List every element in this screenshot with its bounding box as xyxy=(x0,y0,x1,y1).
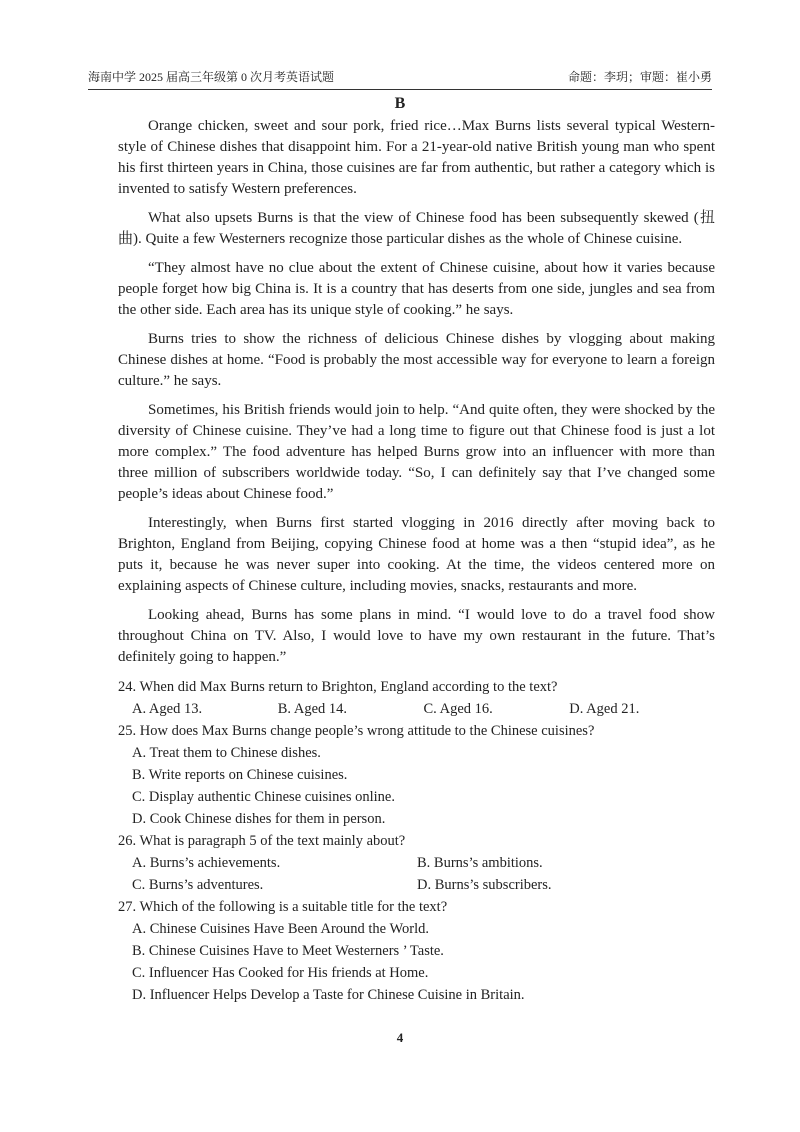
option: D. Aged 21. xyxy=(569,701,640,717)
paragraph: “They almost have no clue about the extent of Chinese cuisine, about how it varies because people forget how big China is. It is a country that has deserts from one side, jungles and sea from the other side. Each area has its unique style of cooking.” he says. xyxy=(118,260,715,318)
exam-title: 海南中学 2025 届高三年级第 0 次月考英语试题 xyxy=(88,70,335,84)
options-24 xyxy=(118,698,715,720)
option: C. Influencer Has Cooked for His friends at Home. xyxy=(132,965,429,981)
option: D. Cook Chinese dishes for them in person. xyxy=(132,811,386,827)
option: B. Burns’s ambitions. xyxy=(417,855,543,871)
option: B. Chinese Cuisines Have to Meet Westerners ’ Taste. xyxy=(132,943,444,959)
option: A. Burns’s achievements. xyxy=(132,855,281,871)
option: B. Write reports on Chinese cuisines. xyxy=(132,767,348,783)
exam-authors: 命题：李玥；审题：崔小勇 xyxy=(567,70,712,84)
option: A. Treat them to Chinese dishes. xyxy=(132,745,321,761)
option: A. Aged 13. xyxy=(132,701,203,717)
paragraph: What also upsets Burns is that the view of Chinese food has been subsequently skewed (扭曲). Quite a few Westerners recognize those particular dishes as the whole of Chinese cuisine. xyxy=(118,210,715,247)
options-26 xyxy=(118,874,715,896)
content xyxy=(118,116,715,1006)
option: C. Burns’s adventures. xyxy=(132,877,264,893)
option: A. Chinese Cuisines Have Been Around the World. xyxy=(132,921,429,937)
option: D. Burns’s subscribers. xyxy=(417,877,552,893)
paragraph: Orange chicken, sweet and sour pork, fried rice…Max Burns lists several typical Western-style of Chinese dishes that disappoint him. For a 21-year-old native British young man who spent his first thirteen years in China, those cuisines are far from authentic, but rather a category which is invented to satisfy Western preferences. xyxy=(118,118,715,197)
question-26: 26. What is paragraph 5 of the text mainly about? xyxy=(118,833,406,849)
paragraph: Sometimes, his British friends would join to help. “And quite often, they were shocked by the diversity of Chinese cuisine. They’ve had a long time to figure out that Chinese food is just a lot more complex.” The food adventure has helped Burns grow into an influencer with more than three million of subscribers worldwide today. “So, I can definitely say that I’ve changed some people’s ideas about Chinese food.” xyxy=(118,402,715,502)
options-26 xyxy=(118,852,715,874)
question-24: 24. When did Max Burns return to Brighton, England according to the text? xyxy=(118,679,558,695)
paragraph: Interestingly, when Burns first started vlogging in 2016 directly after moving back to Brighton, England from Beijing, copying Chinese food at home was a then “stupid idea”, as he puts it, because he was never super into cooking. At the time, the videos centered more on explaining aspects of Chinese culture, including movies, snacks, restaurants and more. xyxy=(118,515,715,594)
paragraph: Looking ahead, Burns has some plans in mind. “I would love to do a travel food show throughout China on TV. Also, I would love to have my own restaurant in the future. That’s definitely going to happen.” xyxy=(118,607,715,665)
passage xyxy=(118,116,715,668)
option: B. Aged 14. xyxy=(277,701,348,717)
question-27: 27. Which of the following is a suitable title for the text? xyxy=(118,899,448,915)
page-number: 4 xyxy=(396,1030,404,1045)
questions xyxy=(118,676,715,1006)
page-header xyxy=(88,68,712,90)
paragraph: Burns tries to show the richness of delicious Chinese dishes by vlogging about making Chinese dishes at home. “Food is probably the most accessible way for everyone to learn a foreign culture.” he says. xyxy=(118,331,715,389)
option: C. Display authentic Chinese cuisines online. xyxy=(132,789,395,805)
section-label: B xyxy=(394,95,406,112)
option: C. Aged 16. xyxy=(423,701,493,717)
option: D. Influencer Helps Develop a Taste for Chinese Cuisine in Britain. xyxy=(132,987,525,1003)
question-25: 25. How does Max Burns change people’s wrong attitude to the Chinese cuisines? xyxy=(118,723,595,739)
